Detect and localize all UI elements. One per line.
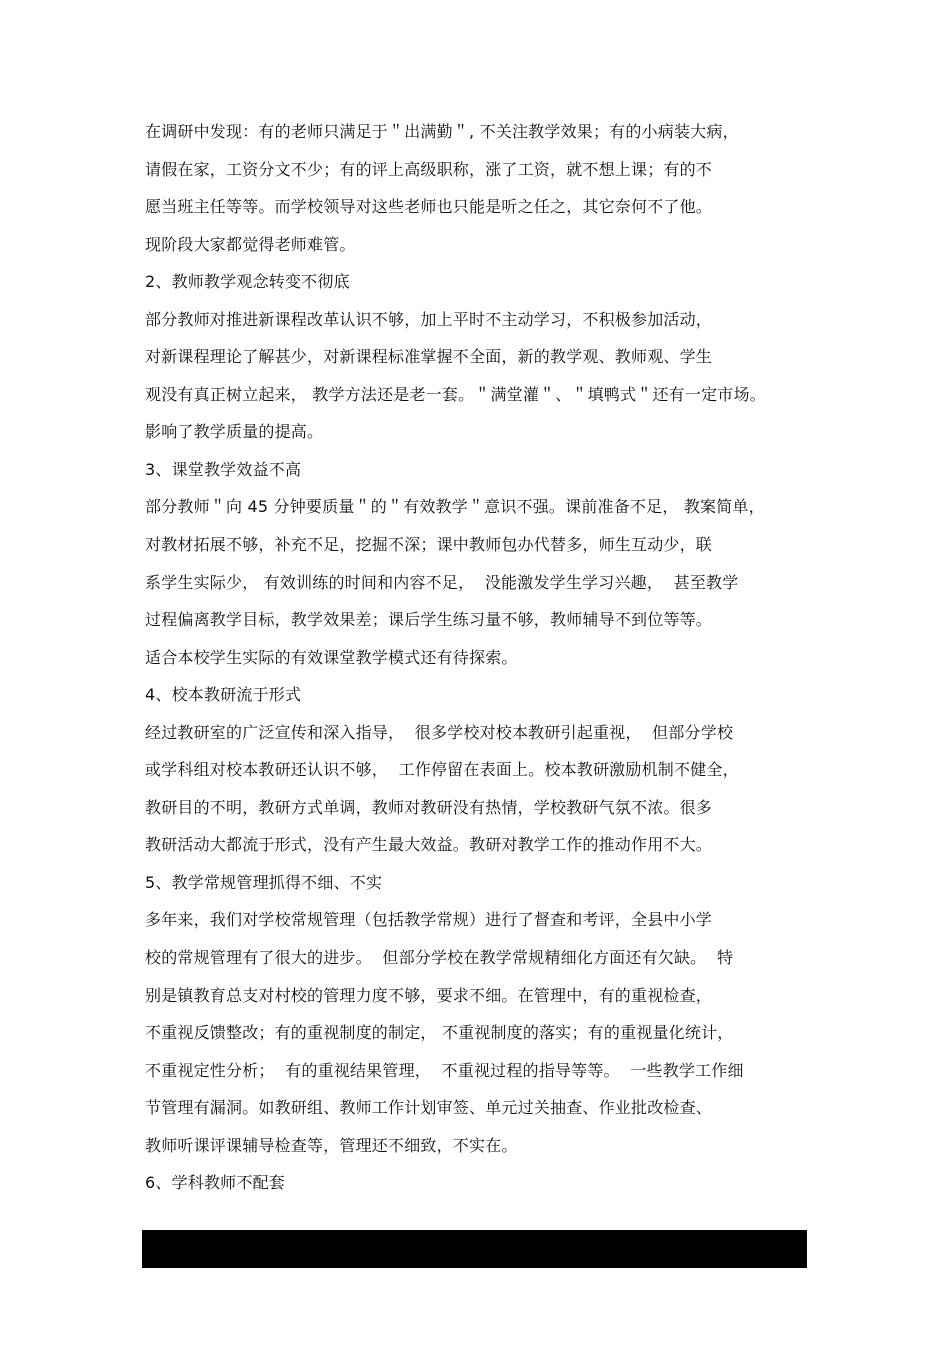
text-line: 5、教学常规管理抓得不细、不实 <box>145 873 383 892</box>
text-line: 观没有真正树立起来， 教学方法还是老一套。＂满堂灌＂、＂填鸭式＂还有一定市场。 <box>145 385 766 404</box>
text-line: 请假在家，工资分文不少；有的评上高级职称，涨了工资，就不想上课；有的不 <box>145 160 713 179</box>
text-line: 不重视定性分析； 有的重视结果管理， 不重视过程的指导等等。 一些教学工作细 <box>145 1061 744 1080</box>
text-line: 别是镇教育总支对村校的管理力度不够，要求不细。在管理中，有的重视检查， <box>145 986 713 1005</box>
text-line: 不重视反馈整改；有的重视制度的制定， 不重视制度的落实；有的重视量化统计， <box>145 1023 734 1042</box>
text-line: 3、课堂教学效益不高 <box>145 460 302 479</box>
text-line: 经过教研室的广泛宣传和深入指导， 很多学校对校本教研引起重视， 但部分学校 <box>145 723 734 742</box>
text-line: 在调研中发现：有的老师只满足于＂出满勤＂, 不关注教学效果；有的小病装大病， <box>145 122 739 141</box>
text-line: 教研目的不明，教研方式单调，教师对教研没有热情，学校教研气氛不浓。很多 <box>145 798 713 817</box>
text-line: 对新课程理论了解甚少，对新课程标准掌握不全面，新的教学观、教师观、学生 <box>145 347 713 366</box>
text-line: 教师听课评课辅导检查等，管理还不细致，不实在。 <box>145 1136 518 1155</box>
text-line: 过程偏离教学目标，教学效果差；课后学生练习量不够，教师辅导不到位等等。 <box>145 610 713 629</box>
text-line: 部分教师＂向 45 分钟要质量＂的＂有效教学＂意识不强。课前准备不足， 教案简单， <box>145 497 765 516</box>
text-line: 部分教师对推进新课程改革认识不够，加上平时不主动学习，不积极参加活动， <box>145 310 713 329</box>
text-line: 6、学科教师不配套 <box>145 1173 285 1192</box>
text-line: 2、教师教学观念转变不彻底 <box>145 272 350 291</box>
text-line: 多年来，我们对学校常规管理（包括教学常规）进行了督查和考评，全县中小学 <box>145 910 713 929</box>
footer-black-bar <box>142 1230 807 1268</box>
text-line: 适合本校学生实际的有效课堂教学模式还有待探索。 <box>145 648 518 667</box>
text-line: 系学生实际少， 有效训练的时间和内容不足， 没能激发学生学习兴趣， 甚至教学 <box>145 573 739 592</box>
text-line: 或学科组对校本教研还认识不够， 工作停留在表面上。校本教研激励机制不健全， <box>145 760 739 779</box>
text-line: 影响了教学质量的提高。 <box>145 422 324 441</box>
text-line: 节管理有漏洞。如教研组、教师工作计划审签、单元过关抽查、作业批改检查、 <box>145 1098 713 1117</box>
text-line: 教研活动大都流于形式，没有产生最大效益。教研对教学工作的推动作用不大。 <box>145 835 713 854</box>
text-line: 4、校本教研流于形式 <box>145 685 302 704</box>
text-line: 对教材拓展不够，补充不足，挖掘不深；课中教师包办代替多，师生互动少，联 <box>145 535 713 554</box>
text-line: 愿当班主任等等。而学校领导对这些老师也只能是听之任之，其它奈何不了他。 <box>145 197 713 216</box>
text-line: 现阶段大家都觉得老师难管。 <box>145 235 356 254</box>
text-line: 校的常规管理有了很大的进步。 但部分学校在教学常规精细化方面还有欠缺。 特 <box>145 948 734 967</box>
